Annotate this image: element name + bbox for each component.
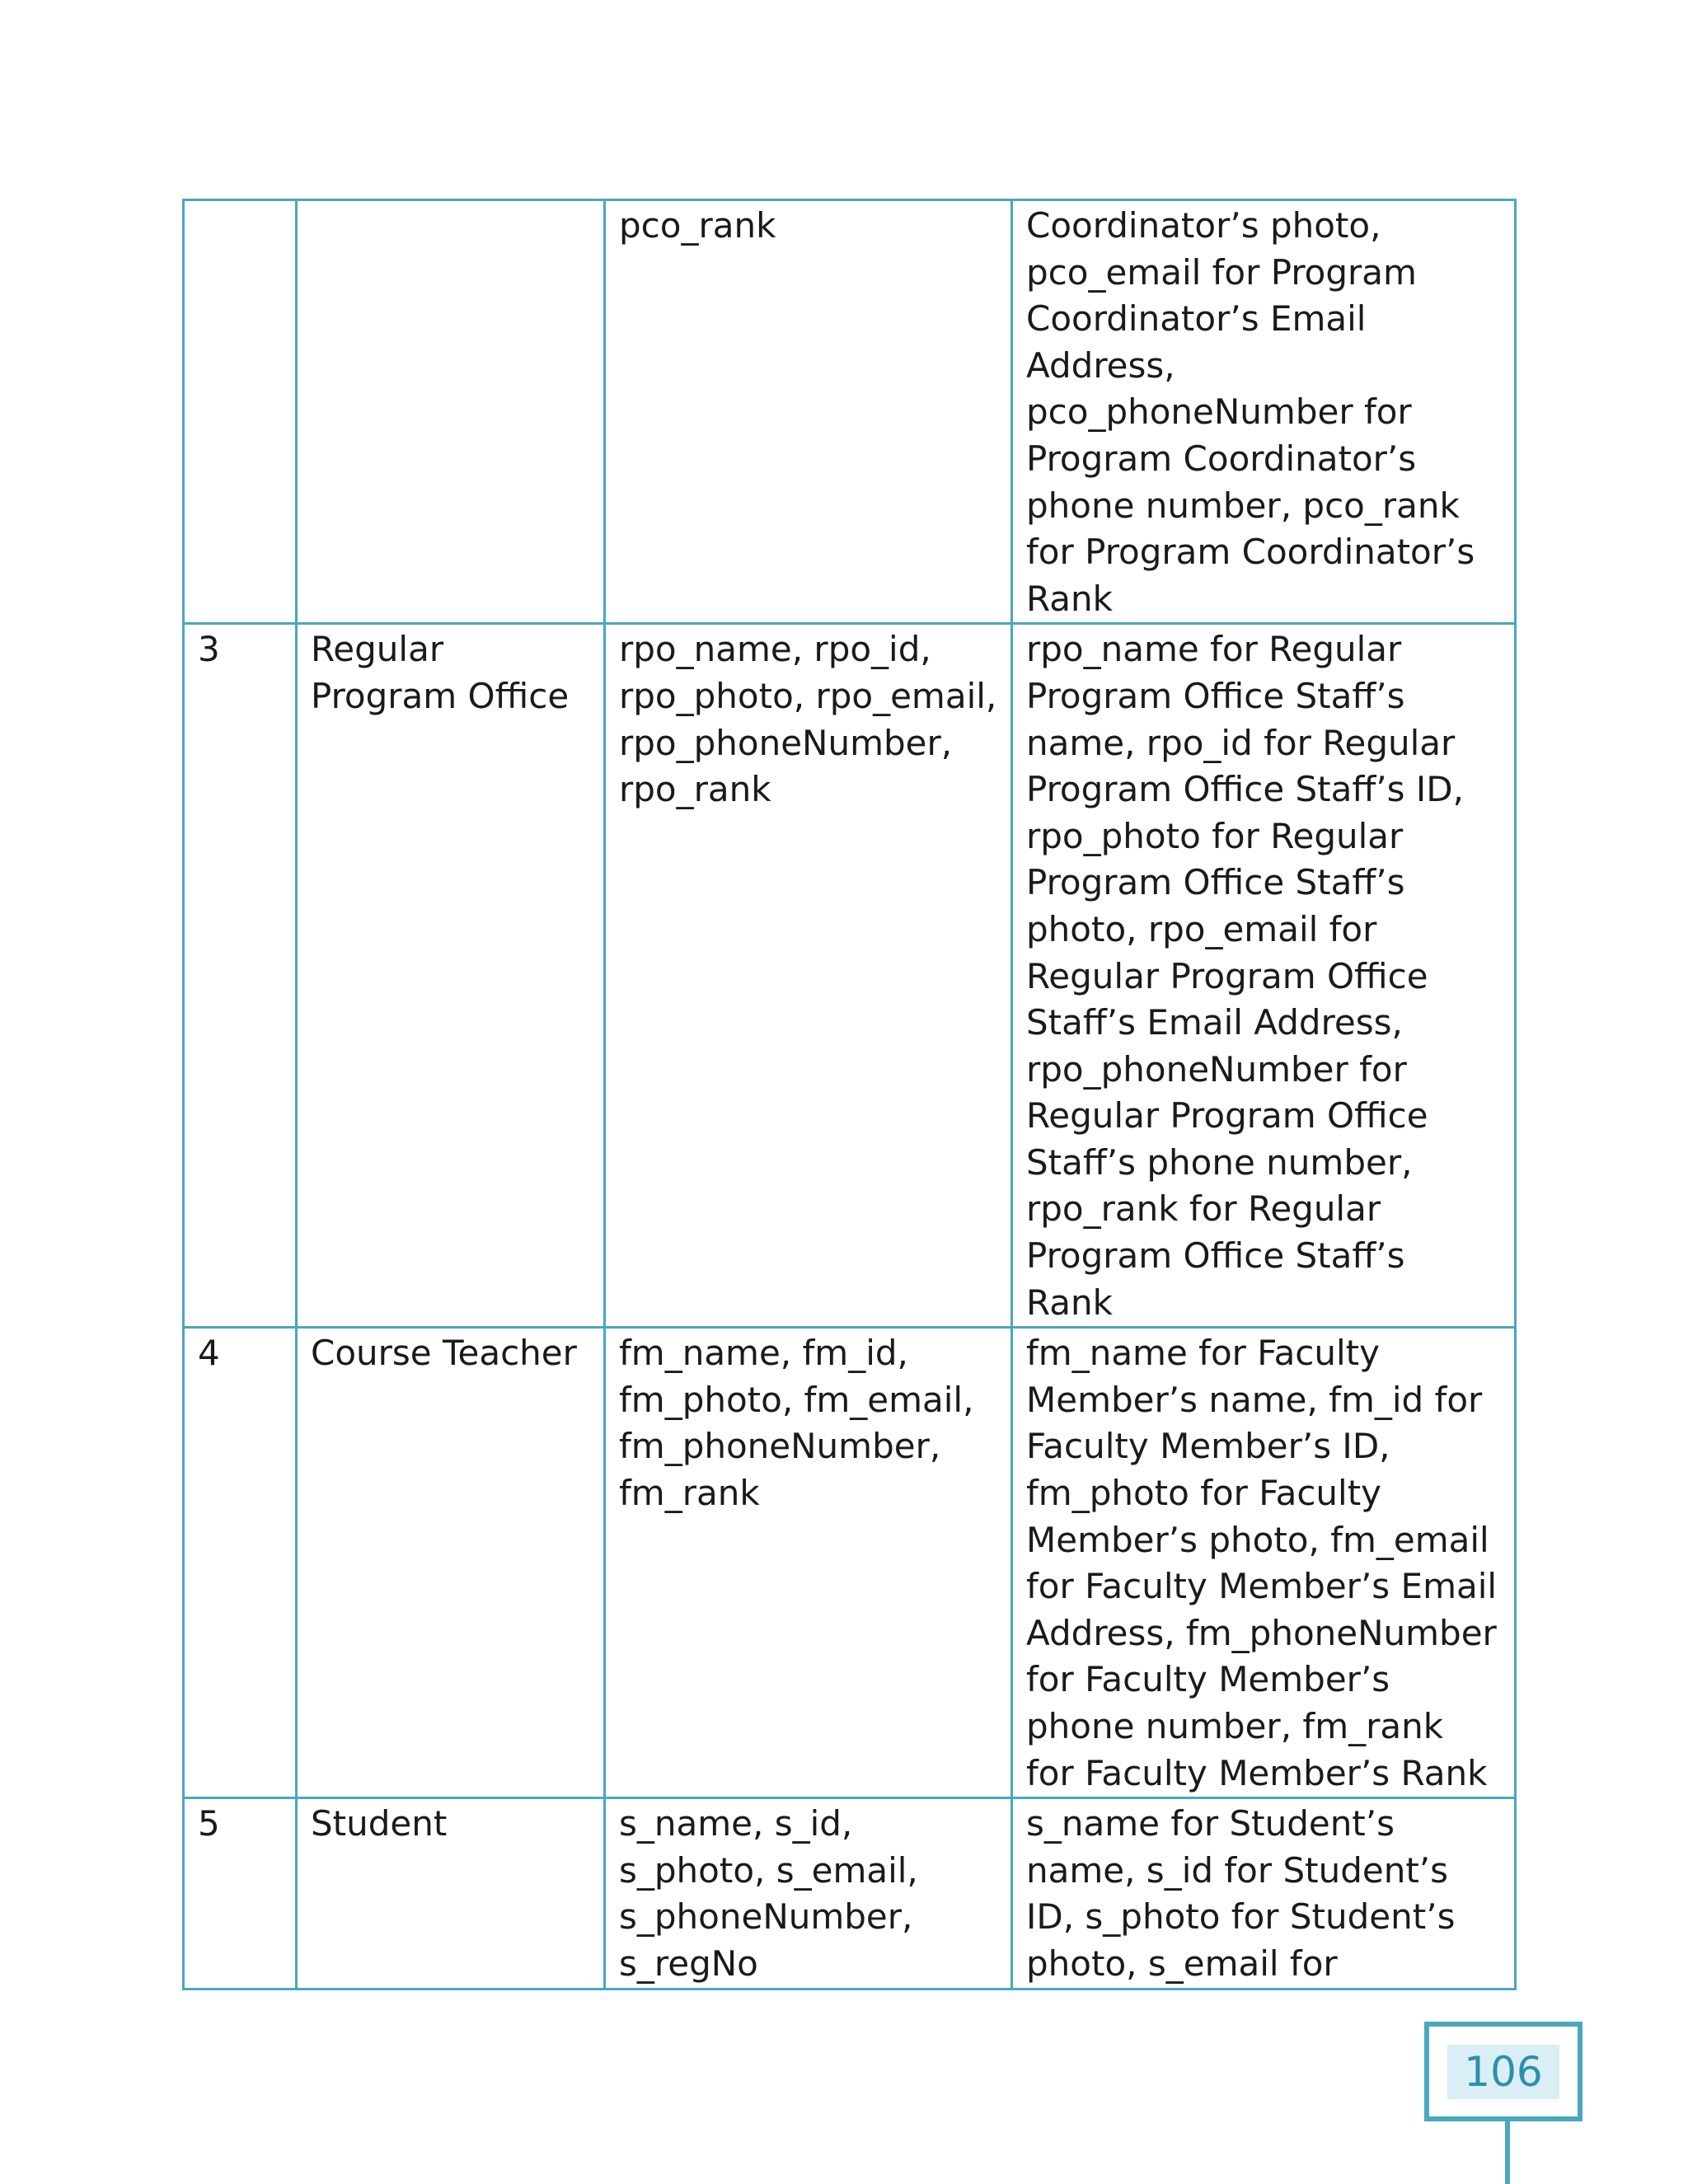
role-line: Regular [311, 629, 444, 670]
table-body [184, 200, 1516, 1990]
description-line: for Faculty Member’s Email [1026, 1566, 1498, 1607]
description-line: Member’s name, fm_id for [1026, 1379, 1483, 1420]
description-line: photo, s_email for [1026, 1943, 1338, 1984]
page-number-stem [1505, 2121, 1510, 2184]
description-line: Staff’s Email Address, [1026, 1002, 1403, 1043]
description-line: ID, s_photo for Student’s [1026, 1896, 1456, 1938]
cell-role [297, 200, 605, 624]
attribute-line: rpo_rank [619, 769, 771, 810]
attribute-line: rpo_name, rpo_id, [619, 629, 931, 670]
description-line: Program Coordinator’s [1026, 438, 1417, 479]
attribute-line: fm_name, fm_id, [619, 1333, 908, 1374]
description-line: rpo_rank for Regular [1026, 1188, 1381, 1230]
table-row [184, 624, 1516, 1328]
description-line: pco_email for Program [1026, 251, 1417, 293]
description-line: phone number, pco_rank [1026, 485, 1460, 526]
attribute-line: fm_photo, fm_email, [619, 1379, 974, 1420]
description-line: photo, rpo_email for [1026, 908, 1377, 949]
table-row [184, 1798, 1516, 1989]
description-line: Faculty Member’s ID, [1026, 1426, 1390, 1467]
attribute-line: pco_rank [619, 205, 776, 246]
attribute-line: s_regNo [619, 1943, 758, 1984]
description-line: Rank [1026, 578, 1113, 619]
attribute-line: rpo_photo, rpo_email, [619, 675, 997, 716]
description-line: Program Office Staff’s [1026, 1235, 1405, 1277]
description-line: Program Office Staff’s [1026, 675, 1405, 716]
cell-attributes [605, 1328, 1012, 1798]
description-line: Coordinator’s Email [1026, 298, 1367, 340]
cell-attributes [605, 624, 1012, 1328]
cell-description [1012, 1798, 1516, 1989]
role-line: Student [311, 1803, 448, 1844]
cell-number [184, 200, 297, 624]
attribute-line: fm_rank [619, 1473, 760, 1514]
description-line: name, s_id for Student’s [1026, 1849, 1449, 1891]
cell-number: 4 [184, 1328, 297, 1798]
description-line: fm_photo for Faculty [1026, 1473, 1382, 1514]
description-line: phone number, fm_rank [1026, 1706, 1444, 1746]
description-line: s_name for Student’s [1026, 1803, 1395, 1844]
description-line: for Program Coordinator’s [1026, 532, 1475, 573]
description-line: rpo_phoneNumber for [1026, 1048, 1407, 1090]
data-dictionary-table [182, 199, 1517, 1990]
table-row [184, 200, 1516, 624]
description-line: fm_name for Faculty [1026, 1333, 1381, 1374]
description-line: name, rpo_id for Regular [1026, 722, 1456, 763]
description-line: for Faculty Member’s Rank [1026, 1752, 1488, 1793]
description-line: Regular Program Office [1026, 1095, 1428, 1137]
description-line: Regular Program Office [1026, 955, 1428, 996]
cell-description [1012, 624, 1516, 1328]
description-line: rpo_photo for Regular [1026, 815, 1404, 856]
description-line: Program Office Staff’s ID, [1026, 769, 1464, 810]
attribute-line: rpo_phoneNumber, [619, 722, 953, 763]
cell-role [297, 1798, 605, 1989]
page-number: 106 [1447, 2045, 1559, 2099]
role-line: Program Office [311, 675, 570, 716]
cell-attributes [605, 200, 1012, 624]
table-row [184, 1328, 1516, 1798]
page-number-box [1424, 2022, 1582, 2121]
cell-role [297, 624, 605, 1328]
attribute-line: fm_phoneNumber, [619, 1426, 941, 1467]
description-line: Staff’s phone number, [1026, 1141, 1413, 1183]
cell-number: 3 [184, 624, 297, 1328]
description-line: rpo_name for Regular [1026, 629, 1402, 670]
description-line: Member’s photo, fm_email [1026, 1519, 1489, 1560]
description-line: Coordinator’s photo, [1026, 205, 1381, 246]
description-line: Program Office Staff’s [1026, 862, 1405, 903]
cell-attributes [605, 1798, 1012, 1989]
attribute-line: s_phoneNumber, [619, 1896, 913, 1938]
attribute-line: s_name, s_id, [619, 1803, 853, 1844]
description-line: Address, [1026, 344, 1175, 386]
cell-description [1012, 200, 1516, 624]
description-line: Address, fm_phoneNumber [1026, 1612, 1497, 1653]
cell-description [1012, 1328, 1516, 1798]
cell-number: 5 [184, 1798, 297, 1989]
cell-role [297, 1328, 605, 1798]
attribute-line: s_photo, s_email, [619, 1849, 918, 1891]
description-line: for Faculty Member’s [1026, 1659, 1390, 1700]
role-line: Course Teacher [311, 1333, 577, 1374]
description-line: pco_phoneNumber for [1026, 391, 1412, 433]
description-line: Rank [1026, 1282, 1113, 1323]
